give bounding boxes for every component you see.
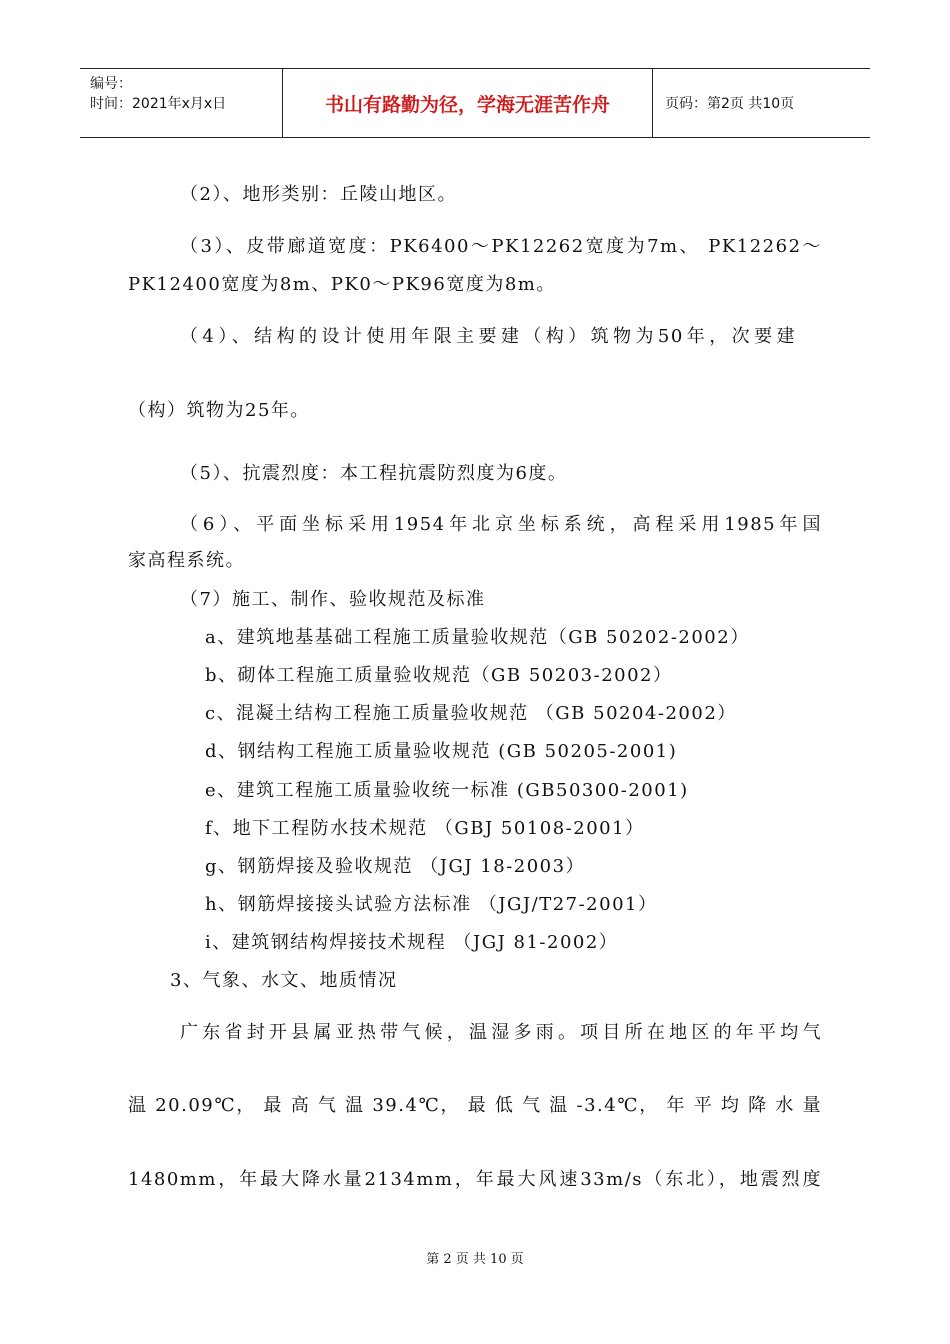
text-line: 家高程系统。: [128, 550, 245, 571]
text-line: f、地下工程防水技术规范 （GBJ 50108-2001）: [205, 818, 645, 839]
text-line: （5）、抗震烈度：本工程抗震防烈度为6度。: [180, 463, 568, 484]
page-footer: 第 2 页 共 10 页: [426, 1252, 524, 1267]
text-line: （2）、地形类别：丘陵山地区。: [180, 184, 457, 205]
text-line: （构）筑物为25年。: [128, 400, 310, 421]
text-line: 广东省封开县属亚热带气候，温湿多雨。项目所在地区的年平均气: [180, 1022, 822, 1043]
number-label: 编号：: [90, 76, 132, 92]
header-motto: 书山有路勤为径，学海无涯苦作舟: [283, 69, 653, 137]
header-page-info: 页码：第2页 共10页: [665, 96, 795, 112]
date-label: 时间：2021年x月x日: [90, 96, 227, 112]
text-line: a、建筑地基基础工程施工质量验收规范（GB 50202-2002）: [205, 627, 750, 648]
text-line: g、钢筋焊接及验收规范 （JGJ 18-2003）: [205, 856, 586, 877]
text-line: h、钢筋焊接接头试验方法标准 （JGJ/T27-2001）: [205, 894, 658, 915]
header-meta-cell: [80, 69, 283, 137]
text-line: 1480mm，年最大降水量2134mm，年最大风速33m/s（东北），地震烈度: [128, 1169, 822, 1190]
text-line: 3、气象、水文、地质情况: [170, 970, 398, 991]
text-line: d、钢结构工程施工质量验收规范 (GB 50205-2001): [205, 741, 678, 762]
header-table: [80, 68, 870, 138]
text-line: PK12400宽度为8m、PK0～PK96宽度为8m。: [128, 274, 556, 295]
text-line: c、混凝土结构工程施工质量验收规范 （GB 50204-2002）: [205, 703, 737, 724]
text-line: （7）施工、制作、验收规范及标准: [180, 589, 486, 610]
text-line: b、砌体工程施工质量验收规范（GB 50203-2002）: [205, 665, 673, 686]
text-line: （4）、结构的设计使用年限主要建（构）筑物为50年，次要建: [180, 326, 796, 347]
text-line: （6）、平面坐标采用1954年北京坐标系统，高程采用1985年国: [180, 514, 822, 535]
text-line: i、建筑钢结构焊接技术规程 （JGJ 81-2002）: [205, 932, 619, 953]
text-line: 温 20.09℃， 最 高 气 温 39.4℃， 最 低 气 温 -3.4℃， 年 平 均 降 水 量: [128, 1095, 822, 1116]
text-line: e、建筑工程施工质量验收统一标准 (GB50300-2001): [205, 780, 689, 801]
text-line: （3）、皮带廊道宽度：PK6400～PK12262宽度为7m、 PK12262～: [180, 236, 822, 257]
